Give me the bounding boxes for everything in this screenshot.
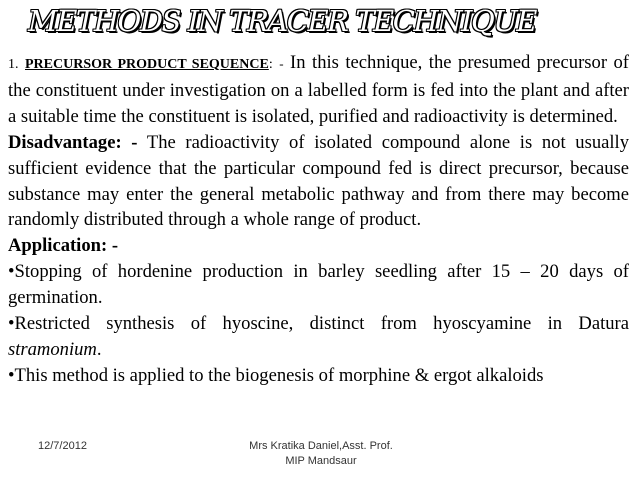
bullet-1-text: •Stopping of hordenine production in barley seedling after 15 – 20 days of germination. [8, 261, 629, 309]
footer-author [226, 439, 416, 469]
application-bullet-3 [8, 363, 629, 389]
footer-author-institute: MIP Mandsaur [285, 455, 357, 467]
application-heading [8, 233, 629, 259]
section-number: 1. [8, 57, 19, 72]
bullet-2-text: •Restricted synthesis of hyoscine, distinct from hyoscyamine in Datura [8, 313, 629, 335]
footer-date: 12/7/2012 [38, 440, 87, 452]
slide-title: METHODS IN TRACER TECHNIQUE [28, 4, 536, 38]
section-colon: : [268, 57, 273, 72]
application-label: Application: - [8, 235, 119, 257]
disadvantage-paragraph [8, 130, 629, 234]
section-body: In this technique, the presumed precursor of the constituent under investigation on a labelled form is fed into the plant and after a suitable time the constituent is isolated, purified and radioactivity is determined. [8, 52, 629, 127]
bullet-2-end: . [96, 338, 102, 360]
disadvantage-body: The radioactivity of isolated compound alone is not usually sufficient evidence that the particular compound fed is direct precursor, because substance may enter the general metabolic pathway and from there may become randomly distributed through a whole range of product. [8, 131, 630, 231]
application-bullet-1 [8, 259, 629, 311]
slide-content [8, 50, 629, 389]
bullet-3-text: •This method is applied to the biogenesis of morphine & ergot alkaloids [8, 364, 544, 386]
section-dash: - [279, 56, 284, 71]
disadvantage-label: Disadvantage: - [8, 131, 138, 153]
footer-author-name: Mrs Kratika Daniel,Asst. Prof. [249, 440, 393, 452]
bullet-2-species: stramonium [8, 338, 97, 360]
application-bullet-2 [8, 311, 629, 363]
section-precursor-product [8, 50, 629, 130]
section-heading: PRECURSOR PRODUCT SEQUENCE [25, 57, 269, 72]
